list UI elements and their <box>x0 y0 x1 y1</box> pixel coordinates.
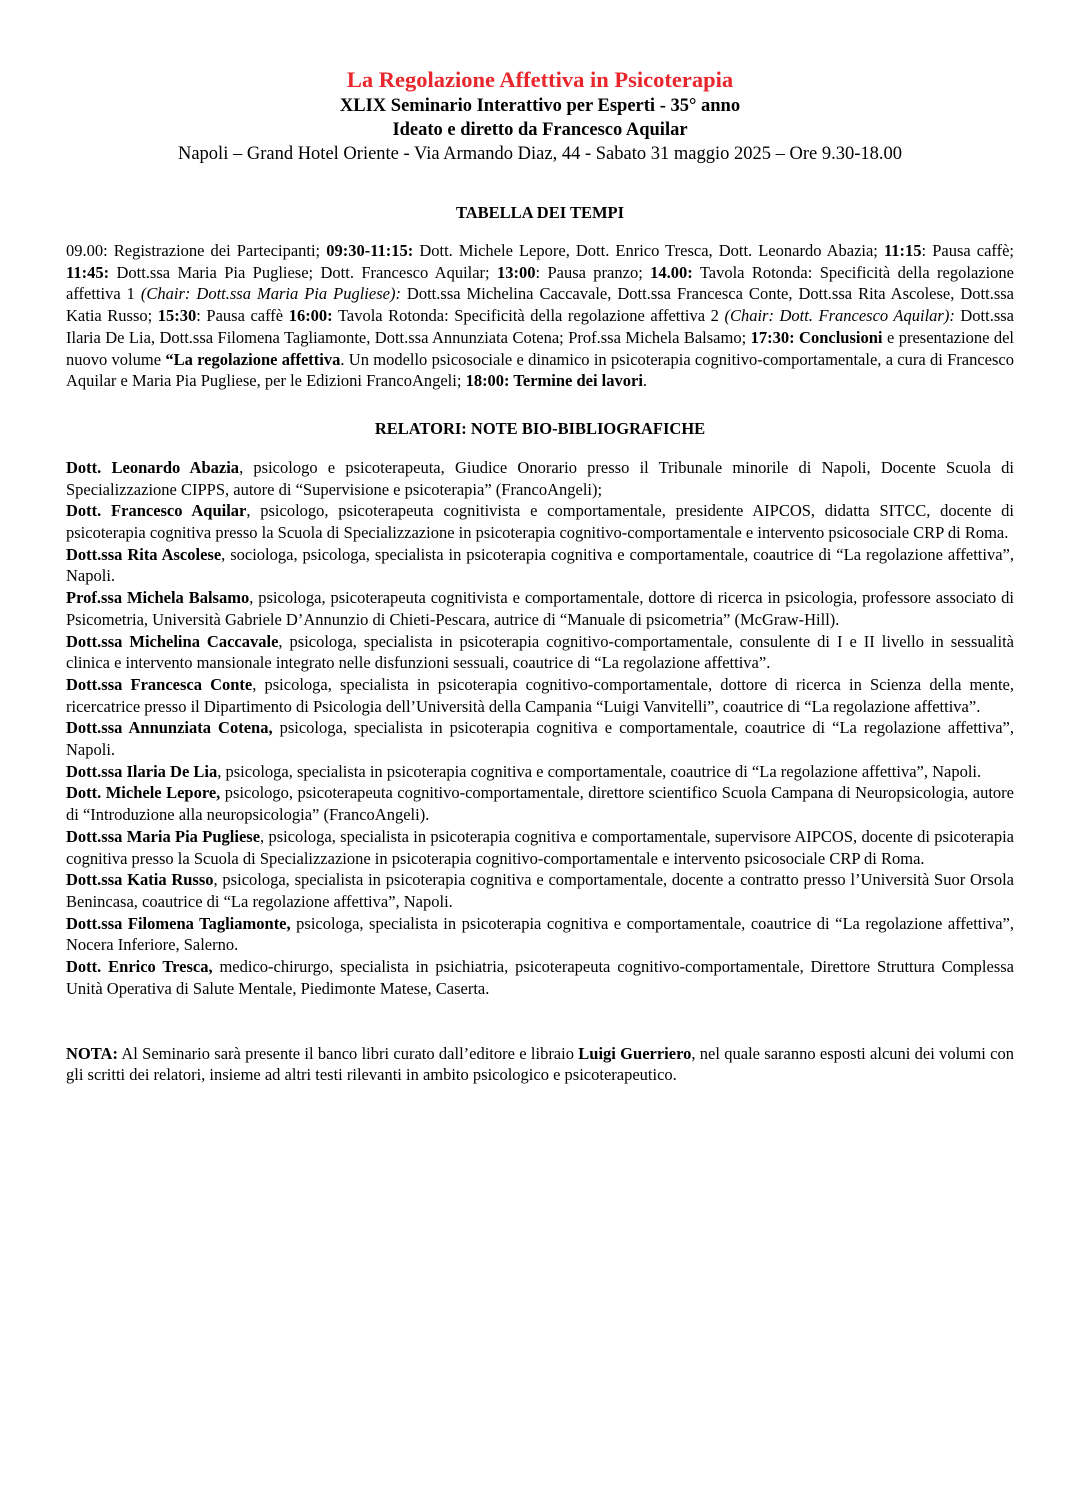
speaker-name: Dott.ssa Maria Pia Pugliese <box>66 826 261 846</box>
speaker-bio <box>66 761 1014 783</box>
schedule-time-run: 14.00: <box>650 262 693 282</box>
director-subtitle: Ideato e diretto da Francesco Aquilar <box>392 120 688 140</box>
speaker-description: , psicologa, specialista in psicoterapia cognitiva e comportamentale, supervisore AIPCOS, docente di psicoterapia cognitiva presso la Scuola di Specializzazione in psicoterapia cognitivo-comportamentale e intervento psicosociale CRP di Roma. <box>66 826 1014 868</box>
schedule-time-run: 15:30 <box>157 306 197 326</box>
note-text-2: , nel quale saranno esposti alcuni dei volumi con gli scritti dei relatori, insieme ad altri testi rilevanti in ambito psicologico e psicoterapeutico. <box>66 1043 1014 1085</box>
speaker-bio <box>66 869 1014 912</box>
schedule-chair-run: (Chair: Dott. Francesco Aquilar): <box>724 306 955 326</box>
speaker-description: , psicologo e psicoterapeuta, Giudice Onorario presso il Tribunale minorile di Napoli, Docente Scuola di Specializzazione CIPPS, autore di “Supervisione e psicoterapia” (FrancoAngeli); <box>66 457 1015 499</box>
speaker-name: Dott.ssa Rita Ascolese <box>66 544 222 564</box>
schedule-text-run: Dott. Michele Lepore, Dott. Enrico Tresca, Dott. Leonardo Abazia; <box>413 241 884 260</box>
speaker-description: , psicologa, specialista in psicoterapia cognitivo-comportamentale, dottore di ricerca in Scienza della mente, ricercatrice presso il Dipartimento di Psicologia dell’Università della Campania “Luigi Vanvitelli”, coautrice di “La regolazione affettiva”. <box>66 674 1014 716</box>
schedule-time-run: 11:45: <box>66 262 110 282</box>
page-title: La Regolazione Affettiva in Psicoterapia <box>346 67 734 92</box>
schedule-time-run: 13:00 <box>497 262 536 282</box>
schedule-text-run: 09.00: Registrazione dei Partecipanti; <box>66 241 327 260</box>
speaker-name: Dott. Francesco Aquilar <box>66 501 247 521</box>
speaker-name: Dott. Michele Lepore, <box>66 783 221 803</box>
speaker-name: Dott.ssa Katia Russo <box>66 870 214 890</box>
schedule-text-run: : Pausa caffè; <box>921 241 1014 260</box>
schedule-text-run: Tavola Rotonda: Specificità della regolazione affettiva 2 <box>332 306 725 326</box>
document-header <box>66 66 1014 166</box>
speakers-heading: RELATORI: NOTE BIO-BIBLIOGRAFICHE <box>374 418 706 438</box>
speaker-description: medico-chirurgo, specialista in psichiatria, psicoterapeuta cognitivo-comportamentale, Direttore Struttura Complessa Unità Operativa di Salute Mentale, Piedimonte Matese, Caserta. <box>66 957 1014 998</box>
speaker-description: , psicologo, psicoterapeuta cognitivista e comportamentale, presidente AIPCOS, didatta SITCC, docente di psicoterapia cognitiva presso la Scuola di Specializzazione in psicoterapia cognitivo-comportamentale e intervento psicosociale CRP di Roma. <box>66 501 1014 543</box>
speaker-name: Dott.ssa Ilaria De Lia <box>66 761 218 781</box>
schedule-text-run: Dott.ssa Ilaria De Lia, Dott.ssa Filomena Tagliamonte, Dott.ssa Annunziata Cotena; Prof.ssa Michela Balsamo; <box>66 306 1015 347</box>
schedule-time-run: 16:00: <box>288 306 333 326</box>
schedule-time-run: 09:30-11:15: <box>326 241 414 260</box>
schedule-text-run: Dott.ssa Maria Pia Pugliese; Dott. Francesco Aquilar; <box>109 262 497 282</box>
speaker-bio <box>66 587 1014 630</box>
document-page <box>66 66 1014 1086</box>
speaker-name: Dott.ssa Michelina Caccavale <box>66 631 279 651</box>
schedule-text-run: . <box>642 371 648 391</box>
schedule-time-run: “La regolazione affettiva <box>165 349 341 369</box>
note-bookseller-name: Luigi Guerriero <box>578 1043 692 1063</box>
seminar-subtitle: XLIX Seminario Interattivo per Esperti - 35° anno <box>339 96 741 116</box>
note-label: NOTA: <box>66 1043 118 1063</box>
speaker-name: Dott. Enrico Tresca, <box>66 957 213 977</box>
speaker-bio <box>66 544 1014 587</box>
speakers-list <box>66 457 1014 1000</box>
note-paragraph <box>66 1043 1014 1086</box>
speaker-description: , psicologa, psicoterapeuta cognitivista e comportamentale, dottore di ricerca in psicologia, professore associato di Psicometria, Università Gabriele D’Annunzio di Chieti-Pescara, autrice di “Manuale di psicometria” (McGraw-Hill). <box>66 588 1014 629</box>
speaker-bio <box>66 500 1014 543</box>
speaker-bio <box>66 717 1014 760</box>
speaker-bio <box>66 913 1014 956</box>
speaker-description: psicologa, specialista in psicoterapia cognitiva e comportamentale, coautrice di “La regolazione affettiva”, Nocera Inferiore, Salerno. <box>66 913 1014 955</box>
venue-line: Napoli – Grand Hotel Oriente - Via Armando Diaz, 44 - Sabato 31 maggio 2025 – Ore 9.30-18.00 <box>177 144 902 164</box>
speaker-name: Dott.ssa Francesca Conte <box>66 674 253 694</box>
schedule-heading: TABELLA DEI TEMPI <box>455 203 625 222</box>
schedule-text-run: : Pausa caffè <box>196 306 289 326</box>
schedule-text-run: e presentazione del nuovo volume <box>66 327 1014 369</box>
schedule-time-run: 11:15 <box>883 241 922 260</box>
speaker-description: psicologa, specialista in psicoterapia cognitiva e comportamentale, coautrice di “La regolazione affettiva”, Napoli. <box>66 718 1014 760</box>
speaker-bio <box>66 956 1014 999</box>
speaker-bio <box>66 826 1014 869</box>
note-text-1: Al Seminario sarà presente il banco libri curato dall’editore e libraio <box>117 1043 579 1063</box>
speaker-bio <box>66 782 1014 825</box>
speaker-description: psicologo, psicoterapeuta cognitivo-comportamentale, direttore scientifico Scuola Campana di Neuropsicologia, autore di “Introduzione alla neuropsicologia” (FrancoAngeli). <box>66 783 1014 825</box>
speaker-name: Dott. Leonardo Abazia <box>66 457 240 477</box>
schedule-chair-run: (Chair: Dott.ssa Maria Pia Pugliese): <box>140 284 401 304</box>
schedule-paragraph <box>66 240 1014 392</box>
speaker-name: Dott.ssa Filomena Tagliamonte, <box>66 913 291 933</box>
speaker-description: , sociologa, psicologa, specialista in psicoterapia cognitiva e comportamentale, coautrice di “La regolazione affettiva”, Napoli. <box>66 544 1014 586</box>
schedule-time-run: 17:30: Conclusioni <box>750 327 883 347</box>
speaker-bio <box>66 457 1014 500</box>
speaker-name: Prof.ssa Michela Balsamo <box>66 588 250 608</box>
schedule-text-run: Tavola Rotonda: Specificità della regolazione affettiva 1 <box>66 262 1014 304</box>
speaker-name: Dott.ssa Annunziata Cotena, <box>66 718 273 738</box>
schedule-time-run: 18:00: Termine dei lavori <box>465 371 643 391</box>
speaker-bio <box>66 674 1014 717</box>
schedule-text-run: Dott.ssa Michelina Caccavale, Dott.ssa Francesca Conte, Dott.ssa Rita Ascolese, Dott.ssa Katia Russo; <box>66 284 1014 326</box>
speaker-bio <box>66 631 1014 674</box>
speaker-description: , psicologa, specialista in psicoterapia cognitiva e comportamentale, coautrice di “La regolazione affettiva”, Napoli. <box>217 761 982 781</box>
speaker-description: , psicologa, specialista in psicoterapia cognitiva e comportamentale, docente a contratto presso l’Università Suor Orsola Benincasa, coautrice di “La regolazione affettiva”, Napoli. <box>66 870 1014 911</box>
speaker-description: , psicologa, specialista in psicoterapia cognitivo-comportamentale, consulente di I e II livello in sessualità clinica e intervento mansionale integrato nelle disfunzioni sessuali, coautrice di “La regolazione affettiva”. <box>66 631 1015 673</box>
schedule-text-run: : Pausa pranzo; <box>535 262 651 282</box>
schedule-text-run: . Un modello psicosociale e dinamico in psicoterapia cognitivo-comportamentale, a cura di Francesco Aquilar e Maria Pia Pugliese, per le Edizioni FrancoAngeli; <box>66 349 1014 391</box>
